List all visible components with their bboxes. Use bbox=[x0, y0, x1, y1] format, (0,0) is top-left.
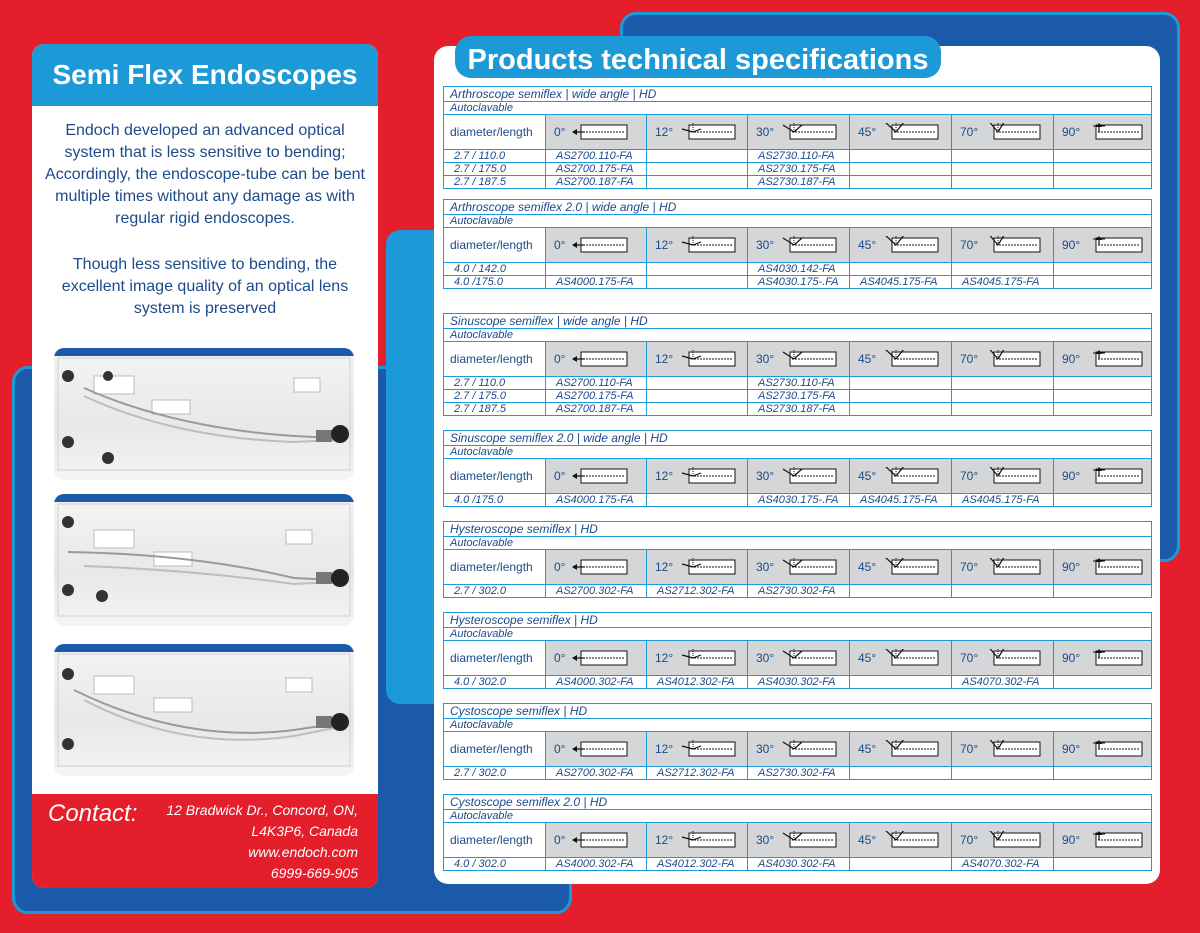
angle-label: 45° bbox=[858, 741, 877, 756]
lens-angle-icon bbox=[571, 236, 629, 254]
angle-label: 0° bbox=[554, 468, 566, 483]
angle-label: 45° bbox=[858, 237, 877, 252]
lens-angle-icon bbox=[679, 123, 737, 141]
product-code-cell bbox=[647, 263, 748, 276]
spec-table bbox=[443, 86, 1152, 189]
product-code-cell: AS4000.175-FA bbox=[546, 276, 647, 289]
angle-label: 30° bbox=[756, 832, 775, 847]
product-code-cell: AS2700.302-FA bbox=[546, 767, 647, 780]
size-cell: 2.7 / 187.5 bbox=[444, 403, 546, 416]
product-code-cell: AS4000.302-FA bbox=[546, 676, 647, 689]
contact-address-line1: 12 Bradwick Dr., Concord, ON, bbox=[166, 802, 358, 818]
angle-label: 30° bbox=[756, 124, 775, 139]
angle-header bbox=[546, 641, 647, 676]
lens-angle-icon bbox=[1086, 123, 1144, 141]
angle-header bbox=[952, 228, 1054, 263]
lens-angle-icon bbox=[984, 350, 1042, 368]
product-code-cell bbox=[647, 276, 748, 289]
lens-angle-icon bbox=[984, 236, 1042, 254]
lens-angle-icon bbox=[984, 649, 1042, 667]
angle-header bbox=[647, 115, 748, 150]
spec-table-subtitle: Autoclavable bbox=[444, 537, 1152, 550]
angle-header bbox=[952, 732, 1054, 767]
size-cell: 4.0 /175.0 bbox=[444, 494, 546, 507]
angle-header bbox=[546, 459, 647, 494]
product-code-cell: AS2700.302-FA bbox=[546, 585, 647, 598]
spec-table-title: Cystoscope semiflex 2.0 | HD bbox=[444, 795, 1152, 810]
product-code-cell: AS2700.187-FA bbox=[546, 176, 647, 189]
product-code-cell bbox=[850, 263, 952, 276]
product-code-cell bbox=[850, 676, 952, 689]
angle-header bbox=[1054, 115, 1152, 150]
angle-header bbox=[546, 732, 647, 767]
angle-label: 45° bbox=[858, 559, 877, 574]
angle-label: 90° bbox=[1062, 832, 1081, 847]
product-code-cell: AS4030.302-FA bbox=[748, 858, 850, 871]
product-code-cell: AS4030.175-.FA bbox=[748, 494, 850, 507]
product-code-cell: AS2700.110-FA bbox=[546, 377, 647, 390]
angle-label: 90° bbox=[1062, 559, 1081, 574]
spec-table-title: Arthroscope semiflex 2.0 | wide angle | HD bbox=[444, 200, 1152, 215]
product-code-cell bbox=[952, 767, 1054, 780]
product-code-cell bbox=[850, 377, 952, 390]
spec-table bbox=[443, 703, 1152, 780]
left-column bbox=[32, 44, 378, 888]
table-row bbox=[444, 403, 1152, 416]
product-code-cell: AS2730.187-FA bbox=[748, 176, 850, 189]
endoscope-photo bbox=[54, 494, 354, 626]
product-code-cell bbox=[850, 150, 952, 163]
lens-angle-icon bbox=[679, 350, 737, 368]
angle-header bbox=[647, 228, 748, 263]
product-code-cell bbox=[647, 403, 748, 416]
angle-header bbox=[850, 550, 952, 585]
angle-label: 45° bbox=[858, 650, 877, 665]
product-code-cell: AS2730.175-FA bbox=[748, 163, 850, 176]
product-code-cell: AS4070.302-FA bbox=[952, 676, 1054, 689]
angle-label: 90° bbox=[1062, 237, 1081, 252]
angle-label: 90° bbox=[1062, 741, 1081, 756]
lens-angle-icon bbox=[571, 649, 629, 667]
angle-label: 12° bbox=[655, 741, 674, 756]
table-row bbox=[444, 263, 1152, 276]
product-code-cell bbox=[850, 403, 952, 416]
angle-label: 70° bbox=[960, 832, 979, 847]
table-row bbox=[444, 390, 1152, 403]
product-code-cell bbox=[647, 176, 748, 189]
product-code-cell bbox=[647, 377, 748, 390]
angle-label: 30° bbox=[756, 468, 775, 483]
spec-table-subtitle: Autoclavable bbox=[444, 102, 1152, 115]
product-code-cell: AS4045.175-FA bbox=[850, 276, 952, 289]
angle-header bbox=[850, 732, 952, 767]
lens-angle-icon bbox=[1086, 236, 1144, 254]
angle-header bbox=[1054, 823, 1152, 858]
lens-angle-icon bbox=[780, 649, 838, 667]
product-code-cell bbox=[1054, 377, 1152, 390]
angle-header bbox=[647, 732, 748, 767]
product-code-cell bbox=[1054, 403, 1152, 416]
angle-label: 12° bbox=[655, 832, 674, 847]
diameter-length-header: diameter/length bbox=[444, 823, 546, 858]
product-code-cell bbox=[1054, 494, 1152, 507]
product-code-cell: AS4030.142-FA bbox=[748, 263, 850, 276]
table-row bbox=[444, 767, 1152, 780]
product-code-cell bbox=[647, 150, 748, 163]
lens-angle-icon bbox=[882, 558, 940, 576]
lens-angle-icon bbox=[780, 831, 838, 849]
angle-header bbox=[546, 823, 647, 858]
angle-label: 90° bbox=[1062, 468, 1081, 483]
product-code-cell: AS2730.302-FA bbox=[748, 585, 850, 598]
spec-table-title: Hysteroscope semiflex | HD bbox=[444, 613, 1152, 628]
lens-angle-icon bbox=[780, 558, 838, 576]
product-code-cell: AS4000.175-FA bbox=[546, 494, 647, 507]
specifications-title: Products technical specifications bbox=[455, 36, 941, 78]
spec-table-title: Arthroscope semiflex | wide angle | HD bbox=[444, 87, 1152, 102]
lens-angle-icon bbox=[1086, 740, 1144, 758]
product-code-cell: AS2712.302-FA bbox=[647, 767, 748, 780]
product-code-cell: AS2700.110-FA bbox=[546, 150, 647, 163]
lens-angle-icon bbox=[984, 467, 1042, 485]
angle-label: 0° bbox=[554, 237, 566, 252]
angle-label: 70° bbox=[960, 468, 979, 483]
angle-label: 0° bbox=[554, 124, 566, 139]
lens-angle-icon bbox=[571, 740, 629, 758]
table-row bbox=[444, 494, 1152, 507]
product-code-cell bbox=[1054, 263, 1152, 276]
product-code-cell bbox=[850, 585, 952, 598]
angle-header bbox=[546, 342, 647, 377]
lens-angle-icon bbox=[1086, 350, 1144, 368]
angle-header bbox=[1054, 550, 1152, 585]
contact-block bbox=[32, 794, 378, 888]
table-row bbox=[444, 858, 1152, 871]
contact-website[interactable]: www.endoch.com bbox=[248, 844, 358, 860]
angle-label: 70° bbox=[960, 124, 979, 139]
table-row bbox=[444, 585, 1152, 598]
product-code-cell bbox=[952, 390, 1054, 403]
lens-angle-icon bbox=[1086, 649, 1144, 667]
product-code-cell bbox=[952, 263, 1054, 276]
table-row bbox=[444, 377, 1152, 390]
product-code-cell: AS4045.175-FA bbox=[952, 276, 1054, 289]
product-code-cell: AS2730.110-FA bbox=[748, 377, 850, 390]
angle-header bbox=[850, 228, 952, 263]
spec-table-subtitle: Autoclavable bbox=[444, 329, 1152, 342]
lens-angle-icon bbox=[882, 467, 940, 485]
spec-table bbox=[443, 199, 1152, 289]
product-code-cell: AS4045.175-FA bbox=[850, 494, 952, 507]
lens-angle-icon bbox=[679, 558, 737, 576]
product-code-cell bbox=[1054, 163, 1152, 176]
lens-angle-icon bbox=[780, 123, 838, 141]
product-code-cell bbox=[1054, 767, 1152, 780]
product-code-cell bbox=[1054, 676, 1152, 689]
angle-header bbox=[850, 641, 952, 676]
angle-label: 45° bbox=[858, 351, 877, 366]
lens-angle-icon bbox=[882, 831, 940, 849]
lens-angle-icon bbox=[571, 831, 629, 849]
angle-label: 12° bbox=[655, 351, 674, 366]
angle-label: 70° bbox=[960, 237, 979, 252]
size-cell: 4.0 /175.0 bbox=[444, 276, 546, 289]
product-code-cell: AS4030.302-FA bbox=[748, 676, 850, 689]
angle-header bbox=[748, 641, 850, 676]
product-code-cell: AS2730.302-FA bbox=[748, 767, 850, 780]
spec-table-title: Sinuscope semiflex | wide angle | HD bbox=[444, 314, 1152, 329]
product-code-cell: AS2712.302-FA bbox=[647, 585, 748, 598]
angle-header bbox=[546, 550, 647, 585]
table-row bbox=[444, 150, 1152, 163]
angle-header bbox=[952, 342, 1054, 377]
angle-label: 30° bbox=[756, 650, 775, 665]
angle-header bbox=[1054, 228, 1152, 263]
contact-address-line2: L4K3P6, Canada bbox=[251, 823, 358, 839]
product-code-cell bbox=[850, 767, 952, 780]
angle-header bbox=[1054, 342, 1152, 377]
diameter-length-header: diameter/length bbox=[444, 641, 546, 676]
product-code-cell bbox=[850, 858, 952, 871]
diameter-length-header: diameter/length bbox=[444, 732, 546, 767]
lens-angle-icon bbox=[571, 350, 629, 368]
angle-label: 45° bbox=[858, 832, 877, 847]
angle-header bbox=[952, 823, 1054, 858]
product-code-cell: AS4012.302-FA bbox=[647, 676, 748, 689]
size-cell: 2.7 / 302.0 bbox=[444, 585, 546, 598]
angle-header bbox=[952, 459, 1054, 494]
angle-header bbox=[1054, 641, 1152, 676]
lens-angle-icon bbox=[882, 649, 940, 667]
product-code-cell bbox=[952, 176, 1054, 189]
lens-angle-icon bbox=[984, 831, 1042, 849]
angle-label: 70° bbox=[960, 559, 979, 574]
size-cell: 4.0 / 142.0 bbox=[444, 263, 546, 276]
product-code-cell: AS2730.175-FA bbox=[748, 390, 850, 403]
lens-angle-icon bbox=[882, 350, 940, 368]
spec-table-subtitle: Autoclavable bbox=[444, 628, 1152, 641]
size-cell: 2.7 / 175.0 bbox=[444, 163, 546, 176]
diameter-length-header: diameter/length bbox=[444, 550, 546, 585]
size-cell: 2.7 / 110.0 bbox=[444, 150, 546, 163]
product-code-cell: AS2730.187-FA bbox=[748, 403, 850, 416]
lens-angle-icon bbox=[1086, 558, 1144, 576]
angle-header bbox=[850, 823, 952, 858]
lens-angle-icon bbox=[1086, 831, 1144, 849]
lens-angle-icon bbox=[882, 236, 940, 254]
spec-table-subtitle: Autoclavable bbox=[444, 719, 1152, 732]
lens-angle-icon bbox=[679, 649, 737, 667]
product-code-cell: AS2700.187-FA bbox=[546, 403, 647, 416]
size-cell: 2.7 / 175.0 bbox=[444, 390, 546, 403]
angle-label: 90° bbox=[1062, 650, 1081, 665]
angle-label: 12° bbox=[655, 124, 674, 139]
product-code-cell bbox=[952, 377, 1054, 390]
size-cell: 4.0 / 302.0 bbox=[444, 676, 546, 689]
lens-angle-icon bbox=[984, 740, 1042, 758]
angle-label: 12° bbox=[655, 237, 674, 252]
angle-label: 0° bbox=[554, 351, 566, 366]
angle-header bbox=[850, 342, 952, 377]
lens-angle-icon bbox=[571, 467, 629, 485]
spec-table-subtitle: Autoclavable bbox=[444, 215, 1152, 228]
angle-header bbox=[850, 459, 952, 494]
spec-table bbox=[443, 521, 1152, 598]
lens-angle-icon bbox=[679, 740, 737, 758]
product-code-cell bbox=[1054, 585, 1152, 598]
lens-angle-icon bbox=[780, 740, 838, 758]
contact-info bbox=[166, 800, 358, 884]
product-code-cell bbox=[1054, 390, 1152, 403]
product-code-cell bbox=[1054, 276, 1152, 289]
angle-header bbox=[546, 228, 647, 263]
endoscope-photo bbox=[54, 348, 354, 480]
angle-label: 30° bbox=[756, 237, 775, 252]
product-code-cell bbox=[647, 390, 748, 403]
product-code-cell: AS4000.302-FA bbox=[546, 858, 647, 871]
spec-table-subtitle: Autoclavable bbox=[444, 446, 1152, 459]
diameter-length-header: diameter/length bbox=[444, 342, 546, 377]
lens-angle-icon bbox=[679, 467, 737, 485]
product-code-cell bbox=[1054, 176, 1152, 189]
lens-angle-icon bbox=[882, 123, 940, 141]
product-code-cell: AS2700.175-FA bbox=[546, 390, 647, 403]
table-row bbox=[444, 176, 1152, 189]
angle-header bbox=[748, 115, 850, 150]
quality-paragraph: Though less sensitive to bending, the excellent image quality of an optical lens system is preserved bbox=[61, 256, 349, 317]
product-code-cell bbox=[952, 403, 1054, 416]
product-code-cell bbox=[647, 163, 748, 176]
spec-table bbox=[443, 430, 1152, 507]
product-code-cell bbox=[647, 494, 748, 507]
product-code-cell: AS2730.110-FA bbox=[748, 150, 850, 163]
intro-paragraph: Endoch developed an advanced optical system that is less sensitive to bending; Accordingly, the endoscope-tube can be bent multiple times without any damage as with regular rigid endoscopes. bbox=[45, 122, 365, 227]
angle-header bbox=[546, 115, 647, 150]
lens-angle-icon bbox=[679, 831, 737, 849]
lens-angle-icon bbox=[571, 123, 629, 141]
product-code-cell bbox=[850, 163, 952, 176]
angle-label: 12° bbox=[655, 650, 674, 665]
product-code-cell bbox=[1054, 150, 1152, 163]
spec-table-subtitle: Autoclavable bbox=[444, 810, 1152, 823]
lens-angle-icon bbox=[780, 467, 838, 485]
angle-header bbox=[647, 342, 748, 377]
angle-header bbox=[647, 550, 748, 585]
angle-label: 30° bbox=[756, 741, 775, 756]
angle-label: 0° bbox=[554, 559, 566, 574]
contact-phone: 6999-669-905 bbox=[270, 865, 358, 881]
spec-table bbox=[443, 612, 1152, 689]
angle-label: 90° bbox=[1062, 124, 1081, 139]
lens-angle-icon bbox=[571, 558, 629, 576]
table-row bbox=[444, 276, 1152, 289]
size-cell: 2.7 / 302.0 bbox=[444, 767, 546, 780]
angle-label: 12° bbox=[655, 468, 674, 483]
product-code-cell bbox=[952, 163, 1054, 176]
product-code-cell bbox=[952, 150, 1054, 163]
lens-angle-icon bbox=[984, 123, 1042, 141]
angle-header bbox=[952, 641, 1054, 676]
product-code-cell bbox=[1054, 858, 1152, 871]
angle-header bbox=[748, 823, 850, 858]
spec-table-title: Hysteroscope semiflex | HD bbox=[444, 522, 1152, 537]
angle-label: 70° bbox=[960, 650, 979, 665]
angle-label: 45° bbox=[858, 124, 877, 139]
angle-label: 45° bbox=[858, 468, 877, 483]
angle-header bbox=[1054, 459, 1152, 494]
angle-header bbox=[647, 823, 748, 858]
angle-label: 0° bbox=[554, 650, 566, 665]
spec-table-title: Cystoscope semiflex | HD bbox=[444, 704, 1152, 719]
product-code-cell bbox=[546, 263, 647, 276]
angle-header bbox=[748, 550, 850, 585]
angle-header bbox=[748, 459, 850, 494]
lens-angle-icon bbox=[679, 236, 737, 254]
left-title: Semi Flex Endoscopes bbox=[32, 44, 378, 106]
product-code-cell bbox=[850, 390, 952, 403]
size-cell: 4.0 / 302.0 bbox=[444, 858, 546, 871]
angle-label: 0° bbox=[554, 741, 566, 756]
lens-angle-icon bbox=[780, 350, 838, 368]
angle-header bbox=[748, 342, 850, 377]
size-cell: 2.7 / 110.0 bbox=[444, 377, 546, 390]
size-cell: 2.7 / 187.5 bbox=[444, 176, 546, 189]
angle-header bbox=[647, 641, 748, 676]
spec-table bbox=[443, 313, 1152, 416]
product-code-cell: AS4045.175-FA bbox=[952, 494, 1054, 507]
lens-angle-icon bbox=[1086, 467, 1144, 485]
lens-angle-icon bbox=[984, 558, 1042, 576]
spec-table bbox=[443, 794, 1152, 871]
angle-label: 0° bbox=[554, 832, 566, 847]
angle-header bbox=[952, 115, 1054, 150]
angle-header bbox=[850, 115, 952, 150]
contact-label: Contact: bbox=[48, 800, 138, 827]
diameter-length-header: diameter/length bbox=[444, 228, 546, 263]
table-row bbox=[444, 676, 1152, 689]
angle-label: 70° bbox=[960, 351, 979, 366]
angle-label: 30° bbox=[756, 351, 775, 366]
spec-table-title: Sinuscope semiflex 2.0 | wide angle | HD bbox=[444, 431, 1152, 446]
product-code-cell bbox=[850, 176, 952, 189]
angle-label: 70° bbox=[960, 741, 979, 756]
angle-label: 12° bbox=[655, 559, 674, 574]
angle-label: 90° bbox=[1062, 351, 1081, 366]
lens-angle-icon bbox=[882, 740, 940, 758]
diameter-length-header: diameter/length bbox=[444, 115, 546, 150]
product-code-cell: AS4070.302-FA bbox=[952, 858, 1054, 871]
diameter-length-header: diameter/length bbox=[444, 459, 546, 494]
lens-angle-icon bbox=[780, 236, 838, 254]
angle-header bbox=[952, 550, 1054, 585]
angle-header bbox=[748, 732, 850, 767]
product-code-cell: AS4012.302-FA bbox=[647, 858, 748, 871]
product-code-cell: AS2700.175-FA bbox=[546, 163, 647, 176]
angle-header bbox=[748, 228, 850, 263]
angle-header bbox=[647, 459, 748, 494]
endoscope-photo bbox=[54, 644, 354, 776]
table-row bbox=[444, 163, 1152, 176]
angle-label: 30° bbox=[756, 559, 775, 574]
angle-header bbox=[1054, 732, 1152, 767]
product-code-cell: AS4030.175-.FA bbox=[748, 276, 850, 289]
product-code-cell bbox=[952, 585, 1054, 598]
